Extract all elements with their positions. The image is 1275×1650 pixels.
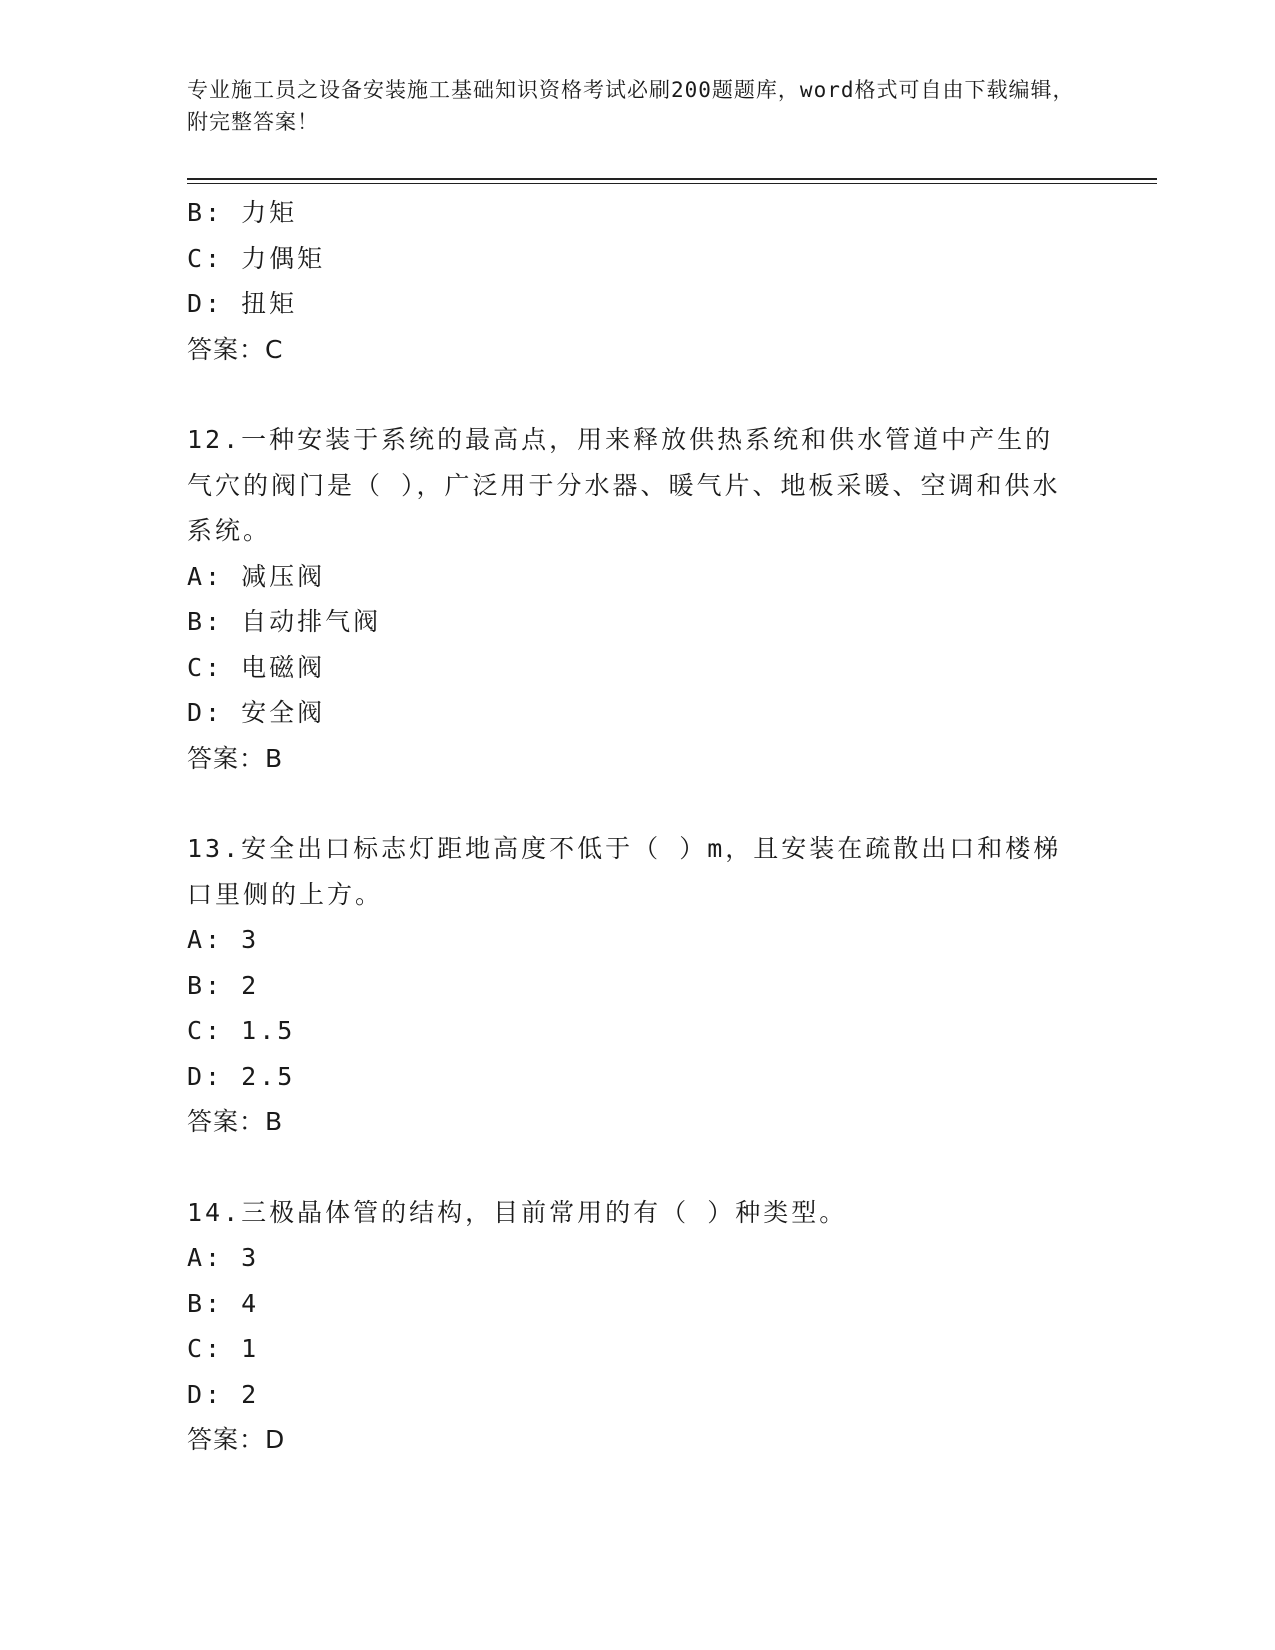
answer-line: 答案：D <box>187 1425 286 1454</box>
page-header <box>187 74 1087 138</box>
answer-line: 答案：B <box>187 1107 284 1136</box>
document-body <box>187 190 1087 1463</box>
header-divider-thin <box>187 183 1157 184</box>
option-a: A: 3 <box>187 1243 260 1272</box>
option-d: D: 扭矩 <box>187 289 298 318</box>
option-b: B: 力矩 <box>187 198 298 227</box>
question-12 <box>187 417 1087 781</box>
header-divider-thick <box>187 178 1157 180</box>
question-13 <box>187 826 1087 1145</box>
answer-line: 答案：B <box>187 743 284 773</box>
option-d: D: 安全阀 <box>187 698 326 727</box>
header-title: 专业施工员之设备安装施工基础知识资格考试必刷200题题库，word格式可自由下载编辑，附完整答案！ <box>187 78 1075 134</box>
option-c: C: 1 <box>187 1334 260 1363</box>
option-a: A: 3 <box>187 925 260 954</box>
option-c: C: 力偶矩 <box>187 243 326 273</box>
question-11-continued <box>187 190 1087 372</box>
question-text: 13.安全出口标志灯距地高度不低于（ ）m，且安装在疏散出口和楼梯口里侧的上方。 <box>187 834 1062 909</box>
option-b: B: 4 <box>187 1288 260 1318</box>
option-a: A: 减压阀 <box>187 561 326 591</box>
question-14 <box>187 1190 1087 1463</box>
option-d: D: 2.5 <box>187 1061 296 1091</box>
option-b: B: 2 <box>187 970 260 1000</box>
question-text: 14.三极晶体管的结构，目前常用的有（ ）种类型。 <box>187 1197 848 1227</box>
option-c: C: 电磁阀 <box>187 652 326 682</box>
option-b: B: 自动排气阀 <box>187 607 382 636</box>
question-text: 12.一种安装于系统的最高点，用来释放供热系统和供水管道中产生的气穴的阀门是（ ），广泛用于分水器、暖气片、地板采暖、空调和供水系统。 <box>187 425 1061 545</box>
answer-line: 答案：C <box>187 334 284 364</box>
option-d: D: 2 <box>187 1379 260 1409</box>
option-c: C: 1.5 <box>187 1016 296 1045</box>
